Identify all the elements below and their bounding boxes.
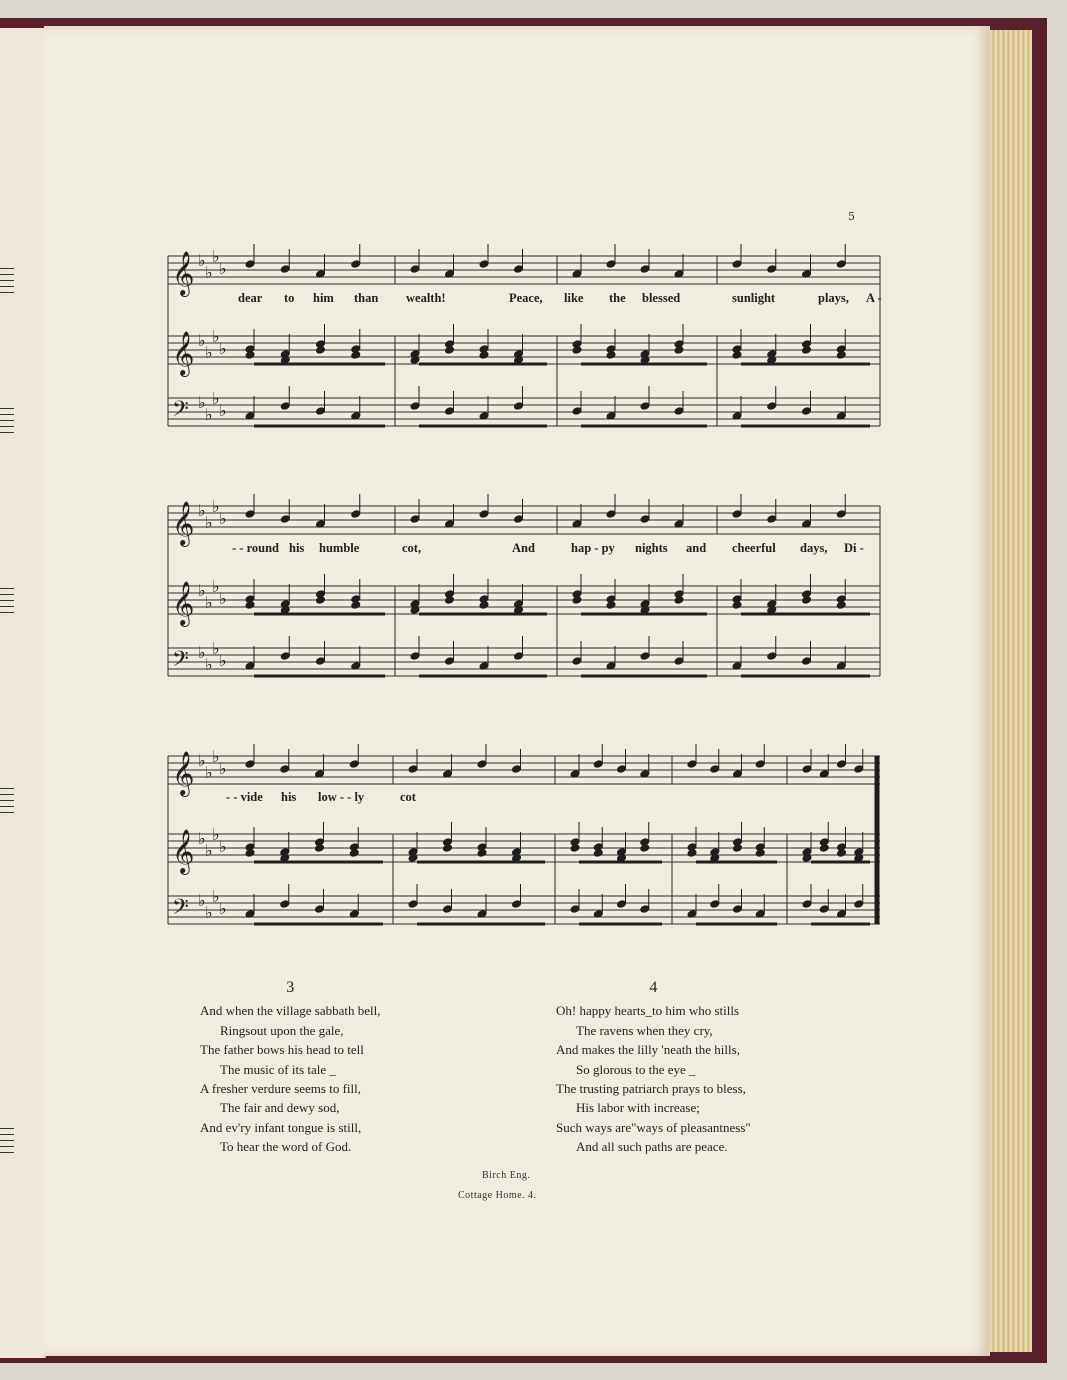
flat-sign: ♭: [205, 513, 213, 532]
lyric-syllable: plays,: [818, 291, 849, 305]
note-head: [408, 900, 418, 909]
note-head: [410, 652, 420, 661]
note-head: [443, 905, 453, 914]
lyric-syllable: low - - ly: [318, 790, 365, 804]
note-head: [674, 657, 684, 666]
lyric-syllable: - - round: [232, 541, 280, 555]
page-number: 5: [848, 210, 855, 223]
verse-line: To hear the word of God.: [220, 1139, 352, 1155]
lyric-syllable: the: [609, 291, 626, 305]
flat-sign: ♭: [205, 903, 213, 922]
note-head: [606, 260, 616, 269]
note-head: [245, 260, 255, 269]
note-head: [245, 510, 255, 519]
lyric-syllable: days,: [800, 541, 828, 555]
flat-sign: ♭: [205, 593, 213, 612]
note-head: [767, 265, 777, 274]
flat-sign: ♭: [212, 639, 220, 658]
flat-sign: ♭: [198, 581, 206, 600]
verse-number: 3: [286, 979, 295, 996]
flat-sign: ♭: [198, 829, 206, 848]
flat-sign: ♭: [212, 577, 220, 596]
lyric-syllable: his: [281, 790, 297, 804]
note-head: [410, 265, 420, 274]
flat-sign: ♭: [198, 251, 206, 270]
note-head: [572, 657, 582, 666]
note-head: [617, 900, 627, 909]
flat-sign: ♭: [219, 259, 227, 278]
verse-3: [200, 978, 381, 1157]
lyric-syllable: him: [313, 291, 334, 305]
note-head: [280, 265, 290, 274]
verse-number: 4: [649, 979, 658, 996]
note-head: [514, 515, 524, 524]
note-head: [280, 402, 290, 411]
flat-sign: ♭: [205, 763, 213, 782]
note-head: [514, 265, 524, 274]
note-head: [732, 260, 742, 269]
flat-sign: ♭: [205, 343, 213, 362]
verse-line: And when the village sabbath bell,: [200, 1003, 381, 1019]
flat-sign: ♭: [212, 825, 220, 844]
note-head: [351, 510, 361, 519]
flat-sign: ♭: [212, 497, 220, 516]
lyric-syllable: wealth!: [406, 291, 446, 305]
note-head: [710, 900, 720, 909]
flat-sign: ♭: [219, 589, 227, 608]
verse-line: Ringsout upon the gale,: [220, 1022, 344, 1038]
flat-sign: ♭: [198, 393, 206, 412]
final-barline: [875, 756, 879, 924]
verse-line: The ravens when they cry,: [576, 1022, 713, 1038]
verse-line: His labor with increase;: [576, 1100, 700, 1116]
verse-line: The fair and dewy sod,: [220, 1100, 340, 1116]
note-head: [733, 905, 743, 914]
note-head: [280, 515, 290, 524]
lyric-syllable: blessed: [642, 291, 681, 305]
treble-clef: 𝄞: [172, 581, 195, 625]
note-head: [316, 407, 326, 416]
treble-clef: 𝄞: [172, 751, 195, 795]
note-head: [572, 407, 582, 416]
lyric-syllable: Peace,: [509, 291, 543, 305]
note-head: [512, 900, 522, 909]
flat-sign: ♭: [212, 389, 220, 408]
lyric-syllable: Di -: [844, 541, 864, 555]
lyric-syllable: dear: [238, 291, 263, 305]
flat-sign: ♭: [205, 655, 213, 674]
note-head: [767, 402, 777, 411]
verse-line: And ev'ry infant tongue is still,: [200, 1119, 362, 1135]
lyric-syllable: cheerful: [732, 541, 776, 555]
note-head: [410, 515, 420, 524]
note-head: [280, 900, 290, 909]
engraver-credit: Birch Eng.: [482, 1170, 531, 1181]
note-head: [479, 510, 489, 519]
verse-line: Such ways are"ways of pleasantness": [556, 1119, 751, 1135]
flat-sign: ♭: [219, 837, 227, 856]
note-head: [514, 652, 524, 661]
note-head: [479, 260, 489, 269]
note-head: [640, 402, 650, 411]
lyric-syllable: like: [564, 291, 584, 305]
note-head: [280, 652, 290, 661]
note-head: [408, 765, 418, 774]
flat-sign: ♭: [219, 651, 227, 670]
note-head: [802, 765, 812, 774]
flat-sign: ♭: [219, 899, 227, 918]
note-head: [349, 760, 359, 769]
verse-line: The father bows his head to tell: [200, 1042, 364, 1058]
note-head: [767, 652, 777, 661]
verse-line: The trusting patriarch prays to bless,: [556, 1081, 746, 1097]
flat-sign: ♭: [212, 247, 220, 266]
note-head: [351, 260, 361, 269]
note-head: [640, 265, 650, 274]
bass-clef: 𝄢: [172, 397, 189, 427]
note-head: [755, 760, 765, 769]
note-head: [674, 407, 684, 416]
flat-sign: ♭: [205, 841, 213, 860]
note-head: [710, 765, 720, 774]
note-head: [514, 402, 524, 411]
plate-number: Cottage Home. 4.: [458, 1190, 537, 1201]
lyric-syllable: A -: [866, 291, 882, 305]
note-head: [854, 900, 864, 909]
treble-clef: 𝄞: [172, 829, 195, 873]
verse-line: And all such paths are peace.: [576, 1139, 728, 1155]
note-head: [593, 760, 603, 769]
lyric-syllable: sunlight: [732, 291, 776, 305]
lyric-syllable: hap - py: [571, 541, 615, 555]
lyric-syllable: his: [289, 541, 305, 555]
flat-sign: ♭: [212, 747, 220, 766]
verse-line: A fresher verdure seems to fill,: [200, 1081, 362, 1097]
flat-sign: ♭: [212, 887, 220, 906]
bass-clef: 𝄢: [172, 895, 189, 925]
note-head: [570, 905, 580, 914]
note-head: [316, 657, 326, 666]
flat-sign: ♭: [205, 263, 213, 282]
verse-line: And makes the lilly 'neath the hills,: [556, 1042, 740, 1058]
flat-sign: ♭: [198, 501, 206, 520]
note-head: [280, 765, 290, 774]
lyric-syllable: - - vide: [226, 790, 263, 804]
flat-sign: ♭: [219, 759, 227, 778]
flat-sign: ♭: [198, 891, 206, 910]
flat-sign: ♭: [219, 339, 227, 358]
note-head: [687, 760, 697, 769]
note-head: [445, 657, 455, 666]
note-head: [802, 407, 812, 416]
note-head: [606, 510, 616, 519]
note-head: [819, 905, 829, 914]
lyric-syllable: and: [686, 541, 707, 555]
note-head: [854, 765, 864, 774]
flat-sign: ♭: [219, 509, 227, 528]
verse-4: [556, 978, 751, 1157]
flat-sign: ♭: [198, 643, 206, 662]
lyric-syllable: humble: [319, 541, 360, 555]
lyric-syllable: to: [284, 291, 295, 305]
note-head: [445, 407, 455, 416]
note-head: [640, 652, 650, 661]
verse-line: Oh! happy hearts_to him who stills: [556, 1003, 740, 1019]
note-head: [837, 760, 847, 769]
lyric-syllable: nights: [635, 541, 668, 555]
note-head: [802, 657, 812, 666]
note-head: [315, 905, 325, 914]
flat-sign: ♭: [198, 331, 206, 350]
note-head: [410, 402, 420, 411]
note-head: [245, 760, 255, 769]
lyric-syllable: than: [354, 291, 379, 305]
note-head: [836, 510, 846, 519]
treble-clef: 𝄞: [172, 251, 195, 295]
verse-line: The music of its tale _: [220, 1061, 336, 1077]
flat-sign: ♭: [212, 327, 220, 346]
note-head: [640, 905, 650, 914]
treble-clef: 𝄞: [172, 501, 195, 545]
note-head: [617, 765, 627, 774]
lyric-syllable: And: [512, 541, 535, 555]
note-head: [836, 260, 846, 269]
flat-sign: ♭: [198, 751, 206, 770]
verse-line: So glorous to the eye _: [576, 1061, 696, 1077]
note-head: [640, 515, 650, 524]
lyric-syllable: cot: [400, 790, 416, 804]
lyric-syllable: cot,: [402, 541, 422, 555]
treble-clef: 𝄞: [172, 331, 195, 375]
bass-clef: 𝄢: [172, 647, 189, 677]
note-head: [802, 900, 812, 909]
flat-sign: ♭: [219, 401, 227, 420]
note-head: [732, 510, 742, 519]
note-head: [512, 765, 522, 774]
note-head: [767, 515, 777, 524]
note-head: [477, 760, 487, 769]
flat-sign: ♭: [205, 405, 213, 424]
